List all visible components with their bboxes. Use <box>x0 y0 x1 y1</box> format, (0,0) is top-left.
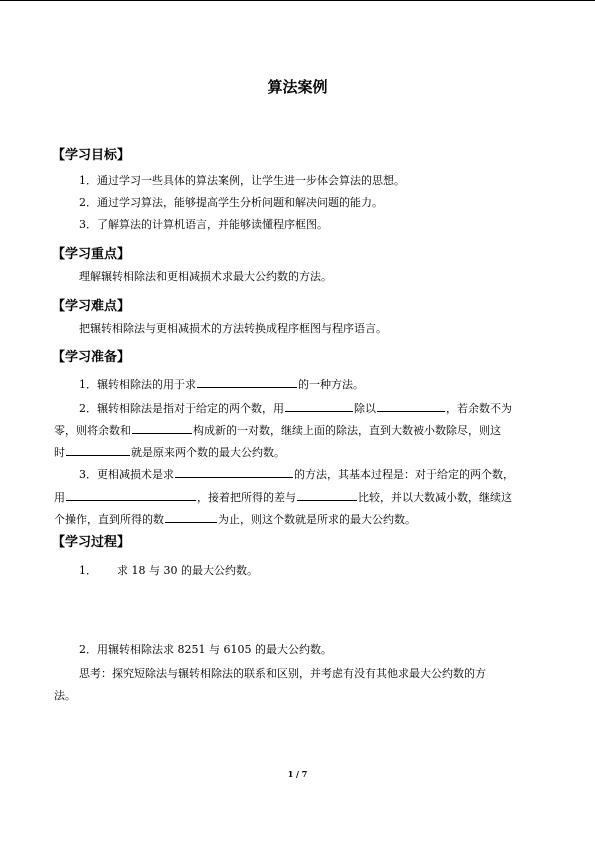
page-number: 1 / 7 <box>287 769 308 779</box>
process-item-2: 2．用辗转相除法求 8251 与 6105 的最大公约数。 <box>79 643 332 656</box>
prep-q2-text: 除以 <box>354 402 376 415</box>
goal-item: 3．了解算法的计算机语言，并能够读懂程序框图。 <box>79 218 328 231</box>
page-title: 算法案例 <box>267 78 328 96</box>
prep-q3-line1 <box>79 466 514 482</box>
prep-q3-text: 的方法，其基本过程是：对于给定的两个数， <box>294 468 514 481</box>
blank <box>165 511 217 523</box>
blank <box>66 489 196 501</box>
prep-q3-text: 个操作，直到所得的数 <box>54 513 164 526</box>
process-item-1: 求 18 与 30 的最大公约数。 <box>117 564 258 577</box>
difficulty-text: 把辗转相除法与更相减损术的方法转换成程序框图与程序语言。 <box>79 322 387 335</box>
goal-item: 2．通过学习算法，能够提高学生分析问题和解决问题的能力。 <box>79 196 383 209</box>
prep-q2-text: 构成新的一对数，继续上面的除法，直到大数被小数除尽，则这 <box>193 424 501 437</box>
goal-item: 1．通过学习一些具体的算法案例，让学生进一步体会算法的思想。 <box>79 174 405 187</box>
heading-difficulty: 【学习难点】 <box>52 299 131 314</box>
blank <box>132 422 192 434</box>
prep-q3-text: 比较，并以大数减小数，继续这 <box>358 491 512 504</box>
prep-q2-line3 <box>54 444 285 460</box>
prep-q2-text: 时 <box>54 446 65 459</box>
prep-q1 <box>79 376 364 392</box>
heading-process: 【学习过程】 <box>52 535 131 550</box>
prep-q1-text: 的一种方法。 <box>298 378 364 391</box>
blank <box>377 400 445 412</box>
blank <box>197 376 297 388</box>
prep-q3-text: 为止，则这个数就是所求的最大公约数。 <box>218 513 416 526</box>
prep-q2-line2 <box>54 422 501 438</box>
prep-q1-text: 1．辗转相除法的用于求 <box>79 378 196 391</box>
prep-q2-text: ，若余数不为 <box>446 402 512 415</box>
prep-q2-line1 <box>79 400 512 416</box>
blank <box>175 466 293 478</box>
top-rule <box>0 0 595 1</box>
prep-q3-text: ，接着把所得的差与 <box>197 491 296 504</box>
prep-q2-text: 零，则将余数和 <box>54 424 131 437</box>
key-text: 理解辗转相除法和更相减损术求最大公约数的方法。 <box>79 270 332 283</box>
heading-prep: 【学习准备】 <box>52 350 131 365</box>
heading-goals: 【学习目标】 <box>52 148 131 163</box>
process-item-1-number: 1． <box>79 564 97 577</box>
blank <box>297 489 357 501</box>
blank <box>66 444 130 456</box>
prep-q3-line2 <box>54 489 512 505</box>
prep-q3-text: 3．更相减损术是求 <box>79 468 174 481</box>
process-think-cont: 法。 <box>54 689 76 702</box>
prep-q3-text: 用 <box>54 491 65 504</box>
prep-q2-text: 就是原来两个数的最大公约数。 <box>131 446 285 459</box>
blank <box>285 400 353 412</box>
process-think: 思考：探究短除法与辗转相除法的联系和区别，并考虑有没有其他求最大公约数的方 <box>79 667 486 680</box>
prep-q2-text: 2．辗转相除法是指对于给定的两个数，用 <box>79 402 284 415</box>
prep-q3-line3 <box>54 511 416 527</box>
heading-key: 【学习重点】 <box>52 247 131 262</box>
